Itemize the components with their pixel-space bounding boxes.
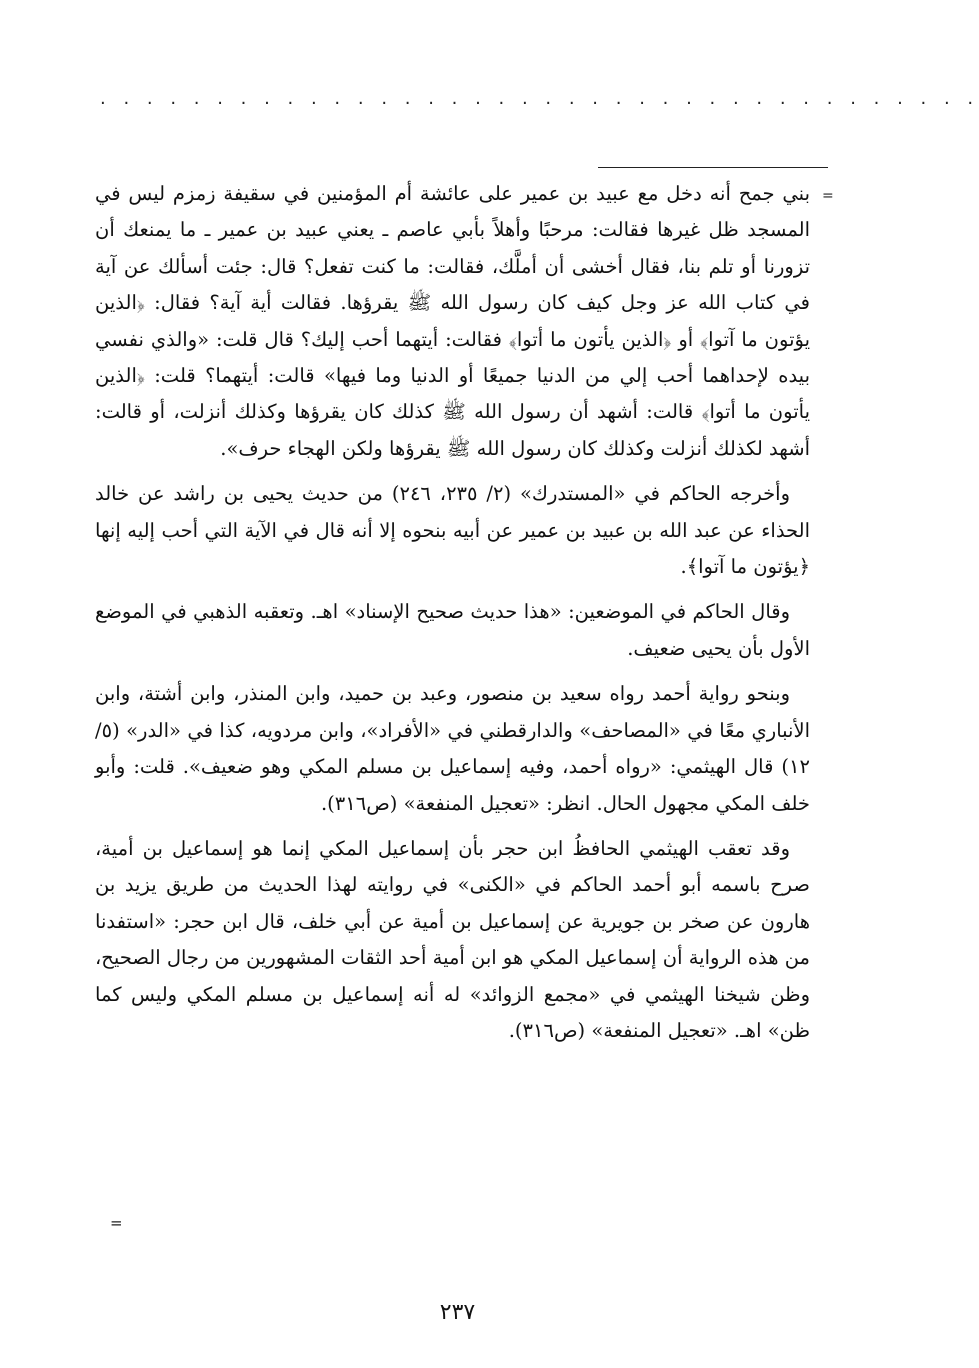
footnote-paragraph: وقد تعقب الهيثمي الحافظُ ابن حجر بأن إسماعيل المكي إنما هو إسماعيل بن أمية، صرح باسمه أبو أحمد الحاكم في «الكنى» في روايته لهذا الحديث من طريق يزيد بن هارون عن صخر بن جويرية عن إسماعيل بن أمية عن أبي خلف، قال ابن حجر: «استفدنا من هذه الرواية أن إسماعيل المكي هو ابن أمية أحد الثقات المشهورين من رجال الصحيح، وظن شيخنا الهيثمي في «مجمع الزوائد» له أنه إسماعيل بن مسلم المكي وليس كما ظن» اهـ. «تعجيل المنفعة» (ص٣١٦). [95,836,810,1042]
continuation-mark: = [822,188,834,204]
footnote-paragraph: وقال الحاكم في الموضعين: «هذا حديث صحيح الإسناد» اهـ. وتعقبه الذهبي في الموضع الأول بأن يحيى ضعيف. [95,600,810,660]
continues-next-page-mark: = [110,1214,123,1232]
footnote-paragraph: وبنحو رواية أحمد رواه سعيد بن منصور، وعبد بن حميد، وابن المنذر، وابن أشتة، وابن الأنباري معًا في «المصاحف» والدارقطني في «الأفراد»، وابن مردويه، كذا في «الدر» (٥/ ١٢) قال الهيثمي: «رواه أحمد، وفيه إسماعيل بن مسلم المكي وهو ضعيف». قلت: وأبو خلف المكي مجهول الحال. انظر: «تعجيل المنفعة» (ص٣١٦). [95,682,810,815]
footnote-paragraph: وأخرجه الحاكم في «المستدرك» (٢/ ٢٣٥، ٢٤٦) من حديث يحيى بن راشد عن خالد الحذاء عن عبد الله بن عبيد بن عمير عن أبيه بنحوه إلا أنه قال في الآية التي أحب إليه إنها ﴿يؤتون ما آتوا﴾. [95,482,810,579]
page-number: ٢٣٧ [439,1300,476,1325]
footnote-paragraph: بني جمح أنه دخل مع عبيد بن عمير على عائشة أم المؤمنين في سقيفة زمزم ليس في المسجد ظل غيرها فقالت: مرحبًا وأهلاً بأبي عاصم ـ يعني عبيد بن عمير ـ ما يمنعك أن تزورنا أو تلم بنا، فقال أخشى أن أملَّك، فقالت: ما كنت تفعل؟ قال: جئت أسألك عن آية في كتاب الله عز وجل كيف كان رسول الله ﷺ يقرؤها. فقالت أية آية؟ فقال: ﴿الذين يؤتون ما آتوا﴾ أو ﴿الذين يأتون ما أتوا﴾ فقالت: أيتهما أحب إليك؟ قال قلت: «والذي نفسي بيده لإحداهما أحب إلي من الدنيا جميعًا أو الدنيا وما فيها» قالت: أيتهما؟ قلت: ﴿الذين يأتون ما أتوا﴾ قالت: أشهد أن رسول الله ﷺ كذلك كان يقرؤها وكذلك أنزلت، أو قالت: أشهد لكذلك أنزلت وكذلك كان رسول الله ﷺ يقرؤها ولكن الهجاء حرف». [95,182,810,460]
footnote-text [95,176,810,1049]
footnote-separator-rule [598,167,828,168]
header-dotted-line: . . . . . . . . . . . . . . . . . . . . . . . . . . . . . . . . . . . . . . [100,88,979,109]
